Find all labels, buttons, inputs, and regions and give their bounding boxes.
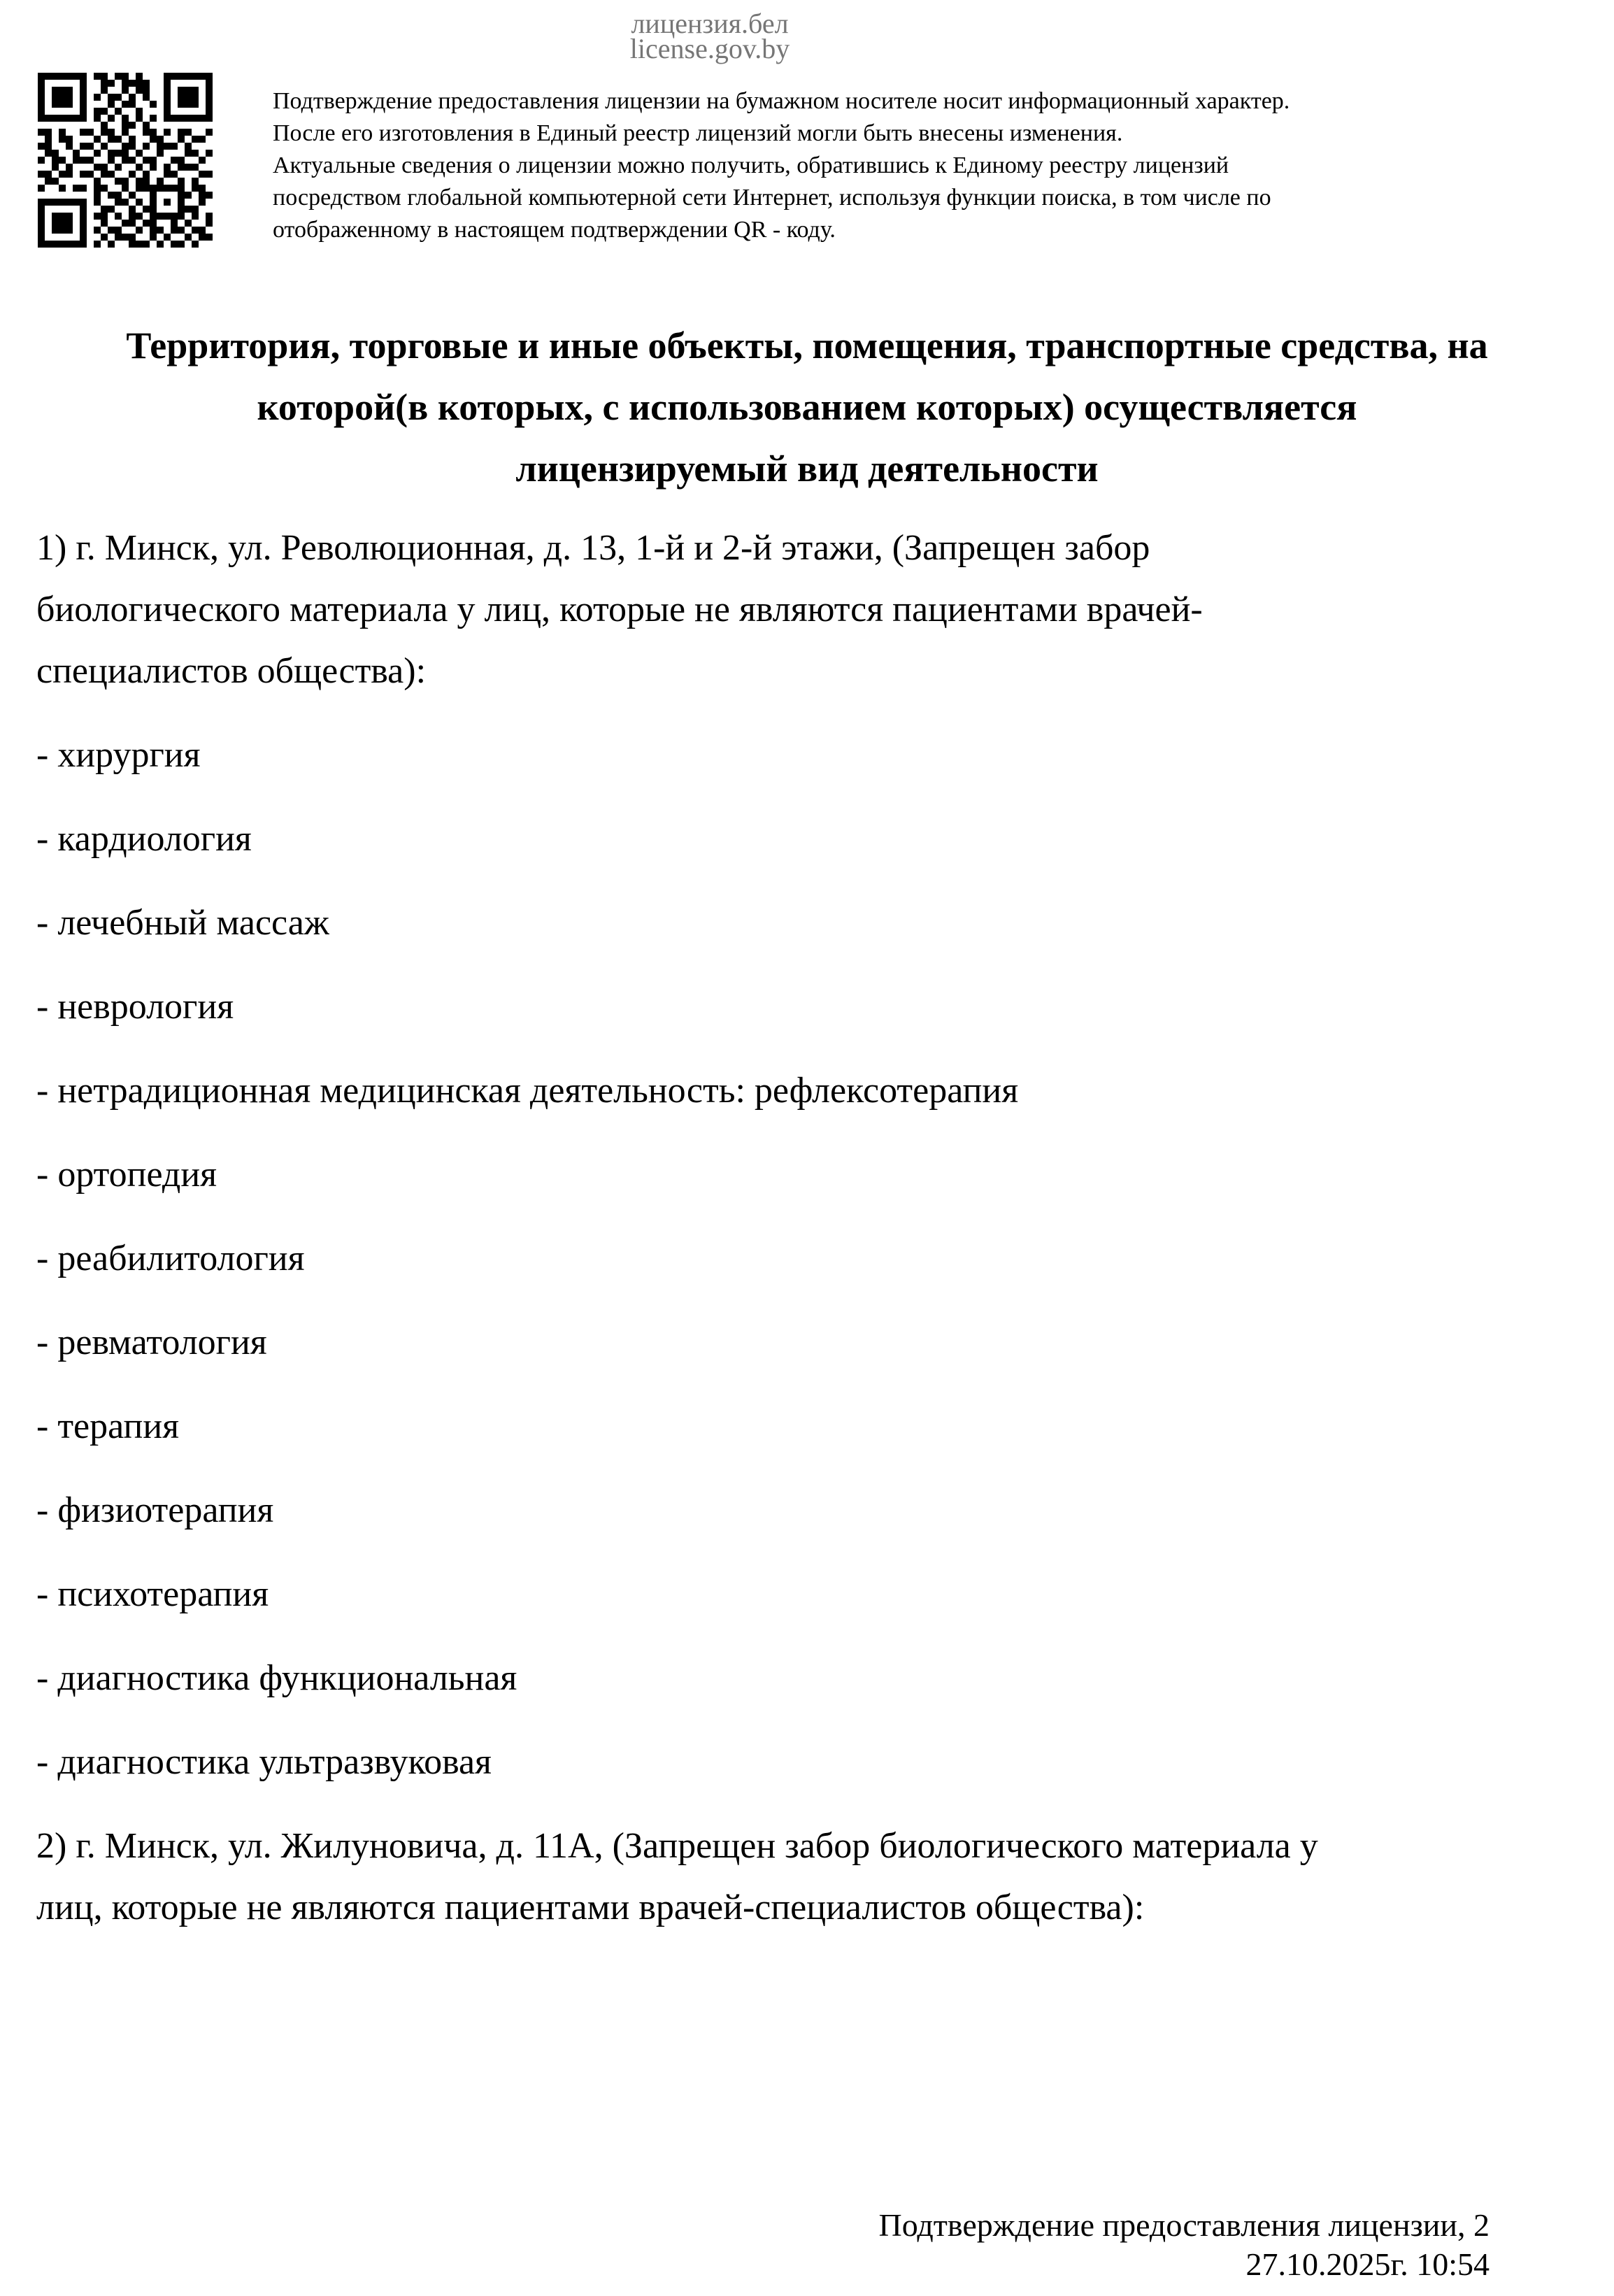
document-title (28, 315, 1586, 499)
site-logo-domain: license.gov.by (629, 33, 790, 64)
header-disclaimer-line: отображенному в настоящем подтверждении QR - коду. (273, 217, 836, 243)
service-list-item: - лечебный массаж (36, 903, 329, 943)
service-list-item: - хирургия (36, 735, 201, 775)
service-list-item: - психотерапия (36, 1574, 269, 1614)
document-title-line: которой(в которых, с использованием которых) осуществляется (257, 386, 1357, 428)
service-list-item: - ревматология (36, 1322, 267, 1362)
services-list (36, 725, 1505, 1793)
document-title-line: Территория, торговые и иные объекты, помещения, транспортные средства, на (126, 325, 1488, 366)
qr-row (38, 213, 213, 220)
qr-row (38, 122, 213, 129)
location-2-line: 2) г. Минск, ул. Жилуновича, д. 11А, (Запрещен забор биологического материала у (36, 1826, 1318, 1866)
header-disclaimer-line: Подтверждение предоставления лицензии на бумажном носителе носит информационный характер. (273, 88, 1290, 114)
qr-row (38, 73, 213, 80)
qr-row (38, 150, 213, 157)
location-1-line: биологического материала у лиц, которые не являются пациентами врачей- (36, 590, 1203, 629)
service-list-item: - неврология (36, 987, 234, 1027)
location-2-line: лиц, которые не являются пациентами врачей-специалистов общества): (36, 1888, 1145, 1927)
service-list-item: - кардиология (36, 819, 252, 859)
qr-row (38, 199, 213, 206)
qr-row (38, 178, 213, 185)
header-disclaimer-line: Актуальные сведения о лицензии можно получить, обратившись к Единому реестру лицензий (273, 152, 1229, 178)
footer-timestamp: 27.10.2025г. 10:54 (1245, 2246, 1490, 2282)
site-logo-cyrillic: лицензия.бел (631, 8, 789, 39)
qr-code (38, 73, 213, 248)
qr-row (38, 80, 213, 87)
location-1-paragraph (36, 518, 1505, 702)
site-logo (545, 8, 874, 64)
footer-page-label: Подтверждение предоставления лицензии, 2 (878, 2207, 1490, 2243)
qr-row (38, 164, 213, 171)
qr-row (38, 234, 213, 241)
qr-row (38, 171, 213, 178)
qr-row (38, 87, 213, 94)
location-1-line: специалистов общества): (36, 651, 427, 691)
qr-row (38, 115, 213, 122)
header-disclaimer (273, 85, 1476, 246)
qr-row (38, 157, 213, 164)
qr-row (38, 94, 213, 101)
qr-row (38, 227, 213, 234)
qr-row (38, 241, 213, 248)
service-list-item: - нетрадиционная медицинская деятельность: рефлексотерапия (36, 1071, 1019, 1111)
service-list-item: - реабилитология (36, 1239, 305, 1278)
qr-row (38, 185, 213, 192)
document-title-line: лицензируемый вид деятельности (515, 448, 1099, 490)
qr-row (38, 136, 213, 143)
qr-row (38, 192, 213, 199)
page-footer (878, 2206, 1490, 2284)
qr-row (38, 129, 213, 136)
qr-row (38, 108, 213, 115)
service-list-item: - диагностика ультразвуковая (36, 1742, 492, 1782)
location-1-line: 1) г. Минск, ул. Революционная, д. 13, 1-й и 2-й этажи, (Запрещен забор (36, 528, 1150, 568)
service-list-item: - терапия (36, 1406, 180, 1446)
header-disclaimer-line: посредством глобальной компьютерной сети Интернет, используя функции поиска, в том числе по (273, 185, 1271, 211)
service-list-item: - диагностика функциональная (36, 1658, 517, 1698)
qr-row (38, 220, 213, 227)
service-list-item: - ортопедия (36, 1155, 217, 1195)
service-list-item: - физиотерапия (36, 1490, 274, 1530)
qr-row (38, 143, 213, 150)
location-2-paragraph (36, 1816, 1505, 1939)
qr-row (38, 101, 213, 108)
qr-row (38, 206, 213, 213)
header-disclaimer-line: После его изготовления в Единый реестр лицензий могли быть внесены изменения. (273, 120, 1123, 146)
document-body (36, 518, 1505, 1939)
